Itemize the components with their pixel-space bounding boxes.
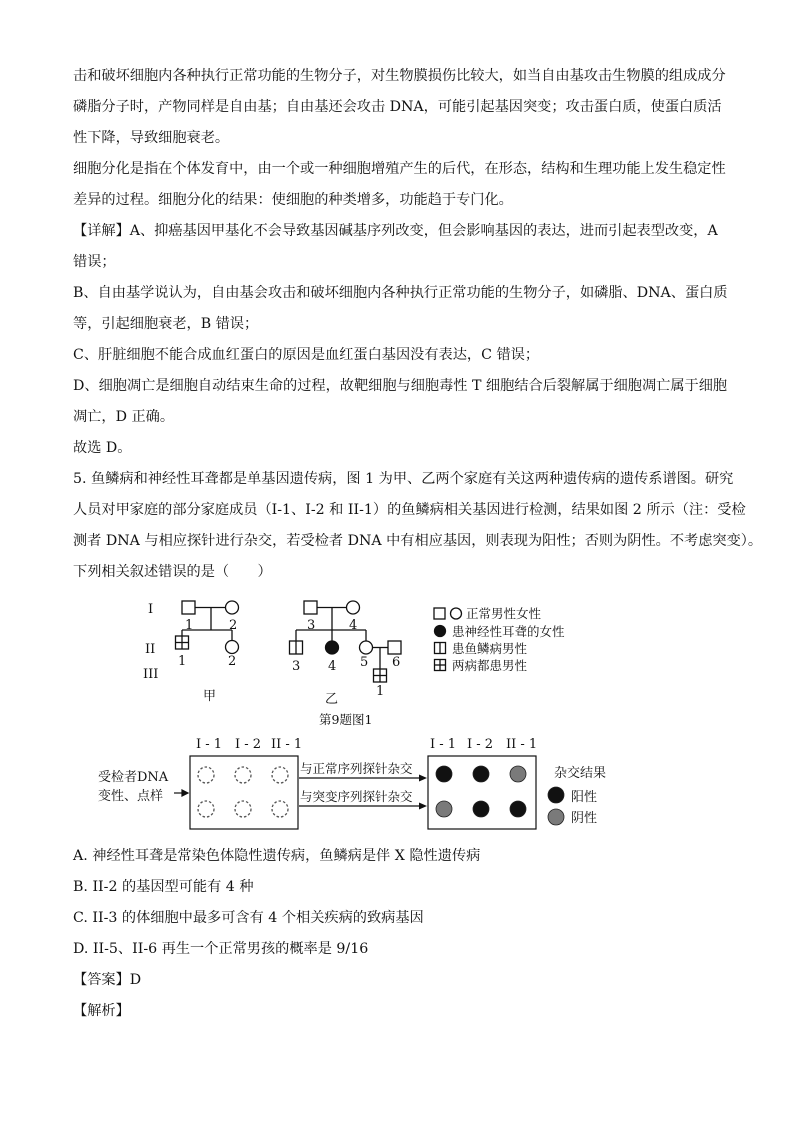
legend-text: 两病都患男性 [452, 658, 528, 673]
generation-label-i: I [148, 602, 154, 617]
pedigree-number: 1 [376, 684, 385, 699]
empty-spot [198, 801, 214, 817]
result-title: 杂交结果 [554, 766, 607, 781]
generation-label-ii: II [145, 642, 156, 657]
col-label: I - 1 [196, 737, 223, 752]
question-stem-line: 人员对甲家庭的部分家庭成员（I-1、I-2 和 II-1）的鱼鳞病相关基因进行检测，结果如图 2 所示（注：受检 [73, 502, 746, 518]
col-label: II - 1 [506, 737, 538, 752]
family-label-a: 甲 [203, 689, 217, 704]
spot-normal-i1 [436, 766, 452, 782]
option-a: A. 神经性耳聋是常染色体隐性遗传病，鱼鳞病是伴 X 隐性遗传病 [73, 848, 481, 864]
col-label: I - 1 [430, 737, 457, 752]
generation-label-iii: III [143, 667, 159, 682]
pedigree-number: 4 [349, 618, 358, 633]
text-line: B、自由基学说认为，自由基会攻击和破坏细胞内各种执行正常功能的生物分子，如磷脂、DNA、蛋白质 [73, 285, 728, 301]
spot-normal-ii1 [510, 766, 526, 782]
text-line: 等，引起细胞衰老，B 错误； [73, 316, 259, 332]
pedigree-number: 2 [229, 618, 238, 633]
option-b: B. II-2 的基因型可能有 4 种 [73, 879, 254, 895]
text-line: 凋亡，D 正确。 [73, 409, 175, 425]
text-line: 性下降，导致细胞衰老。 [73, 130, 230, 146]
legend-text: 患神经性耳聋的女性 [452, 624, 565, 639]
pedigree-female-ii2 [226, 641, 239, 654]
legend-deaf-female-icon [435, 626, 446, 637]
legend-negative-spot [548, 809, 564, 825]
text-line: D、细胞凋亡是细胞自动结束生命的过程，故靶细胞与细胞毒性 T 细胞结合后裂解属于细胞凋亡属于细胞 [73, 378, 728, 394]
legend-normal-female-icon [451, 608, 462, 619]
pedigree-number: 6 [392, 655, 401, 670]
text-line: 错误； [73, 254, 116, 270]
text-line: 击和破坏细胞内各种执行正常功能的生物分子，对生物膜损伤比较大，如当自由基攻击生物膜的组成成分 [73, 68, 726, 84]
col-label: I - 2 [467, 737, 494, 752]
spot-mutant-i1 [436, 801, 452, 817]
text-line: 差异的过程。细胞分化的结果：使细胞的种类增多，功能趋于专门化。 [73, 192, 513, 208]
pedigree-female-i2 [226, 601, 239, 614]
legend-text: 患鱼鳞病男性 [452, 641, 528, 656]
spot-mutant-i2 [473, 801, 489, 817]
text-line: 故选 D。 [73, 440, 132, 456]
pedigree-female-ii5 [360, 641, 373, 654]
pedigree-number: 5 [360, 655, 369, 670]
pedigree-number: 3 [292, 659, 301, 674]
text-line: 细胞分化是指在个体发育中，由一个或一种细胞增殖产生的后代，在形态，结构和生理功能上发生稳定性 [73, 161, 726, 177]
text-line: 【详解】A、抑癌基因甲基化不会导致基因碱基序列改变，但会影响基因的表达，进而引起表型改变，A [73, 223, 718, 239]
spot-mutant-ii1 [510, 801, 526, 817]
legend-text: 正常男性女性 [466, 606, 542, 621]
sample-label: 受检者DNA [98, 770, 169, 785]
text-line: C、肝脏细胞不能合成血红蛋白的原因是血红蛋白基因没有表达，C 错误； [73, 347, 540, 363]
pedigree-female-ii4-deaf [326, 641, 339, 654]
option-c: C. II-3 的体细胞中最多可含有 4 个相关疾病的致病基因 [73, 910, 424, 926]
text-line: 磷脂分子时，产物同样是自由基；自由基还会攻击 DNA，可能引起基因突变；攻击蛋白质，使蛋白质活 [73, 99, 722, 115]
negative-label: 阴性 [571, 811, 598, 826]
figure1-caption: 第9题图1 [319, 712, 373, 727]
pedigree-number: 4 [328, 659, 337, 674]
question-stem-line: 下列相关叙述错误的是（ ） [73, 564, 272, 580]
empty-spot [235, 767, 251, 783]
empty-spot [272, 801, 288, 817]
legend-normal-male-icon [434, 608, 445, 619]
positive-label: 阳性 [571, 790, 598, 805]
legend-positive-spot [548, 787, 564, 803]
empty-spot [235, 801, 251, 817]
col-label: II - 1 [271, 737, 303, 752]
pedigree-male-ii6 [388, 641, 401, 654]
question-stem-line: 5. 鱼鳞病和神经性耳聋都是单基因遗传病，图 1 为甲、乙两个家庭有关这两种遗传病的遗传系谱图。研究 [73, 471, 734, 487]
pedigree-number: 1 [178, 654, 187, 669]
spot-normal-i2 [473, 766, 489, 782]
empty-spot [272, 767, 288, 783]
analysis-heading: 【解析】 [73, 1003, 130, 1019]
pedigree-number: 2 [228, 654, 237, 669]
question-stem-line: 测者 DNA 与相应探针进行杂交，若受检者 DNA 中有相应基因，则表现为阳性；否则为阴性。不考虑突变）。 [73, 533, 763, 549]
probe-mutant-label: 与突变序列探针杂交 [300, 789, 413, 804]
answer-line: 【答案】D [73, 972, 142, 988]
family-label-b: 乙 [325, 692, 339, 707]
empty-spot [198, 767, 214, 783]
pedigree-male-i3 [304, 601, 317, 614]
sample-label: 变性、点样 [98, 789, 164, 804]
pedigree-number: 3 [307, 618, 316, 633]
col-label: I - 2 [235, 737, 262, 752]
pedigree-male-i1 [182, 601, 195, 614]
probe-normal-label: 与正常序列探针杂交 [300, 761, 413, 776]
pedigree-female-i4 [347, 601, 360, 614]
pedigree-number: 1 [185, 618, 194, 633]
option-d: D. II-5、II-6 再生一个正常男孩的概率是 9/16 [73, 941, 369, 957]
